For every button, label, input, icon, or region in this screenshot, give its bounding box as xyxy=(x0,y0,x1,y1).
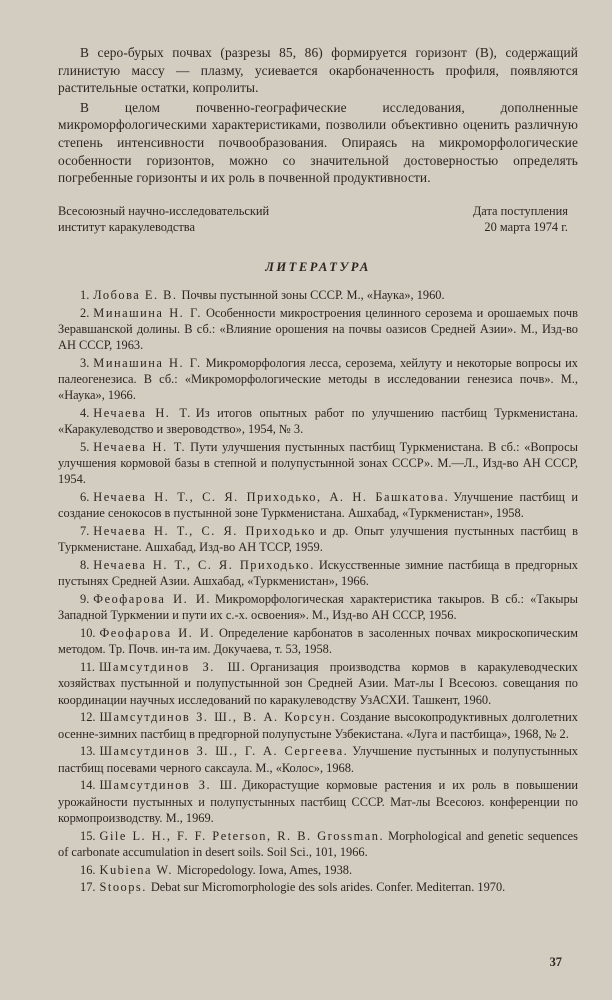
reference-item xyxy=(58,709,578,741)
reference-author: Нечаева Н. Т., С. Я. Приходько. xyxy=(93,558,315,573)
reference-author: Stoops. xyxy=(99,880,147,895)
reference-text: Дикорастущие кормовые растения и их роль в повышении урожайности пустынных и полупустынных пастбищ СССР. Мат-лы Всесоюз. конференции по кормопроизводству. М., 1969. xyxy=(58,778,578,825)
reference-number: 13. xyxy=(80,744,96,759)
reference-text: Микроморфологическая характеристика такыров. В сб.: «Такыры Западной Туркмении и пути их с.-х. освоения». М., Изд-во АН СССР, 1956. xyxy=(58,592,578,623)
reference-item xyxy=(58,305,578,354)
reference-number: 6. xyxy=(80,490,90,505)
institute-name: Всесоюзный научно-исследовательский институт каракулеводства xyxy=(58,203,270,235)
reference-number: 2. xyxy=(80,305,90,320)
reference-text: Улучшение пастбищ и создание сенокосов в пустынной зоне Туркменистана. Ашхабад, «Туркменистан», 1958. xyxy=(58,490,578,521)
reference-item xyxy=(58,557,578,589)
reference-item xyxy=(58,659,578,708)
reference-text: Искусственные зимние пастбища в предгорных пустынях Средней Азии. Ашхабад, «Туркменистан», 1966. xyxy=(58,558,579,589)
reference-number: 10. xyxy=(80,626,96,641)
reference-text: Особенности микростроения целинного серозема и орошаемых почв Зеравшанской долины. В сб.: «Влияние орошения на почвы оазисов Средней Азии». М., Изд-во АН СССР, 1963. xyxy=(58,305,578,352)
received-date xyxy=(473,203,578,236)
reference-author: Минашина Н. Г. xyxy=(93,305,202,320)
date-value: 20 марта 1974 г. xyxy=(484,220,568,235)
reference-number: 4. xyxy=(80,405,90,420)
reference-number: 11. xyxy=(80,660,96,675)
reference-author: Нечаева Н. Т. xyxy=(93,439,187,454)
reference-text: Micropedology. Iowa, Ames, 1938. xyxy=(177,862,353,877)
paragraph-1: В серо-бурых почвах (разрезы 85, 86) формируется горизонт (В), содержащий глинистую массу — плазму, усиевается окарбоначенность профиля, появляются растительные остатки, копролиты. xyxy=(58,45,578,96)
reference-item xyxy=(58,523,578,555)
reference-number: 17. xyxy=(80,880,96,895)
reference-number: 3. xyxy=(80,355,90,370)
reference-item xyxy=(58,439,578,488)
reference-text: Улучшение пустынных и полупустынных пастбищ посевами черного саксаула. М., «Колос», 1968. xyxy=(58,744,578,775)
reference-author: Шамсутдинов З. Ш. xyxy=(99,778,239,793)
reference-author: Феофарова И. И. xyxy=(99,626,215,641)
reference-number: 9. xyxy=(80,592,90,607)
paragraph-2: В целом почвенно-географические исследования, дополненные микроморфологическими характеристиками, позволили объективно оценить различную степень интенсивности почвообразования. Опираясь на микроморфологические особенности горизонтов, можно со значительной достоверностью определять погребенные горизонты и их роль в почвенной продуктивности. xyxy=(58,99,578,186)
reference-author: Лобова Е. В. xyxy=(93,287,178,302)
reference-item xyxy=(58,828,578,860)
reference-text: Определение карбонатов в засоленных почвах микроскопическим методом. Тр. Почв. ин-та им. Докучаева, т. 53, 1958. xyxy=(58,626,578,657)
reference-author: Kubiena W. xyxy=(99,862,174,877)
reference-text: Morphological and genetic sequences of carbonate accumulation in desert soils. Soil Sci., 101, 1966. xyxy=(58,828,579,859)
reference-item xyxy=(58,287,578,303)
reference-number: 7. xyxy=(80,524,90,539)
reference-item xyxy=(58,879,578,895)
reference-item xyxy=(58,355,578,404)
reference-text: и др. Опыт улучшения пустынных пастбищ в Туркменистане. Ашхабад, Изд-во АН ТССР, 1959. xyxy=(58,524,578,555)
reference-text: Почвы пустынной зоны СССР. М., «Наука», 1960. xyxy=(181,287,445,302)
reference-author: Шамсутдинов З. Ш., В. А. Корсун. xyxy=(99,710,337,725)
reference-item xyxy=(58,489,578,521)
reference-author: Шамсутдинов З. Ш. xyxy=(99,660,247,675)
reference-number: 8. xyxy=(80,558,90,573)
reference-item xyxy=(58,625,578,657)
reference-number: 14. xyxy=(80,778,96,793)
reference-item xyxy=(58,591,578,623)
page-number: 37 xyxy=(549,955,562,969)
reference-number: 5. xyxy=(80,439,90,454)
reference-item xyxy=(58,743,578,775)
reference-text: Создание высокопродуктивных долголетних осенне-зимних пастбищ в предгорной полупустыне Узбекистана. «Луга и пастбища», 1968, № 2. xyxy=(58,710,579,741)
reference-text: Debat sur Micromorphologie des sols arides. Confer. Mediterran. 1970. xyxy=(150,880,506,895)
reference-text: Из итогов опытных работ по улучшению пастбищ Туркменистана. «Каракулеводство и звероводство», 1954, № 3. xyxy=(58,405,578,437)
reference-item xyxy=(58,862,578,878)
reference-author: Нечаева Н. Т., С. Я. Приходько, А. Н. Башкатова. xyxy=(93,490,450,505)
reference-author: Минашина Н. Г. xyxy=(93,355,202,370)
references-title: ЛИТЕРАТУРА xyxy=(265,259,371,274)
body-text xyxy=(58,44,578,187)
affiliation-block xyxy=(58,203,578,236)
reference-author: Gile L. H., F. F. Peterson, R. B. Grossman. xyxy=(99,828,385,843)
reference-author: Нечаева Н. Т., С. Я. Приходько xyxy=(93,524,316,539)
reference-text: Микроморфология лесса, серозема, хейлуту и некоторые вопросы их палеогенезиса. В сб.: «Микроморфологические методы в исследовании генезиса почв». М., «Наука», 1966. xyxy=(58,355,578,403)
reference-list xyxy=(58,287,578,896)
reference-author: Феофарова И. И. xyxy=(93,592,211,607)
reference-item xyxy=(58,777,578,826)
reference-author: Шамсутдинов З. Ш., Г. А. Сергеева. xyxy=(99,744,349,759)
reference-author: Нечаева Н. Т. xyxy=(93,405,192,420)
reference-item xyxy=(58,405,578,437)
reference-number: 1. xyxy=(80,287,90,302)
reference-number: 12. xyxy=(80,710,96,725)
reference-number: 16. xyxy=(80,862,96,877)
date-label: Дата поступления xyxy=(472,203,568,218)
reference-number: 15. xyxy=(80,828,96,843)
reference-text: Пути улучшения пустынных пастбищ Туркменистана. В сб.: «Вопросы улучшения кормовой базы в степной и полупустынной зонах СССР». М.—Л., Изд-во АН СССР, 1954. xyxy=(58,439,578,487)
reference-text: Организация производства кормов в каракулеводческих хозяйствах пустынной и полупустынной зон Средней Азии. Мат-лы I Всесоюз. совещания по координации научных исследований по каракулеводству УзАСХИ. Ташкент, 1960. xyxy=(58,660,578,707)
